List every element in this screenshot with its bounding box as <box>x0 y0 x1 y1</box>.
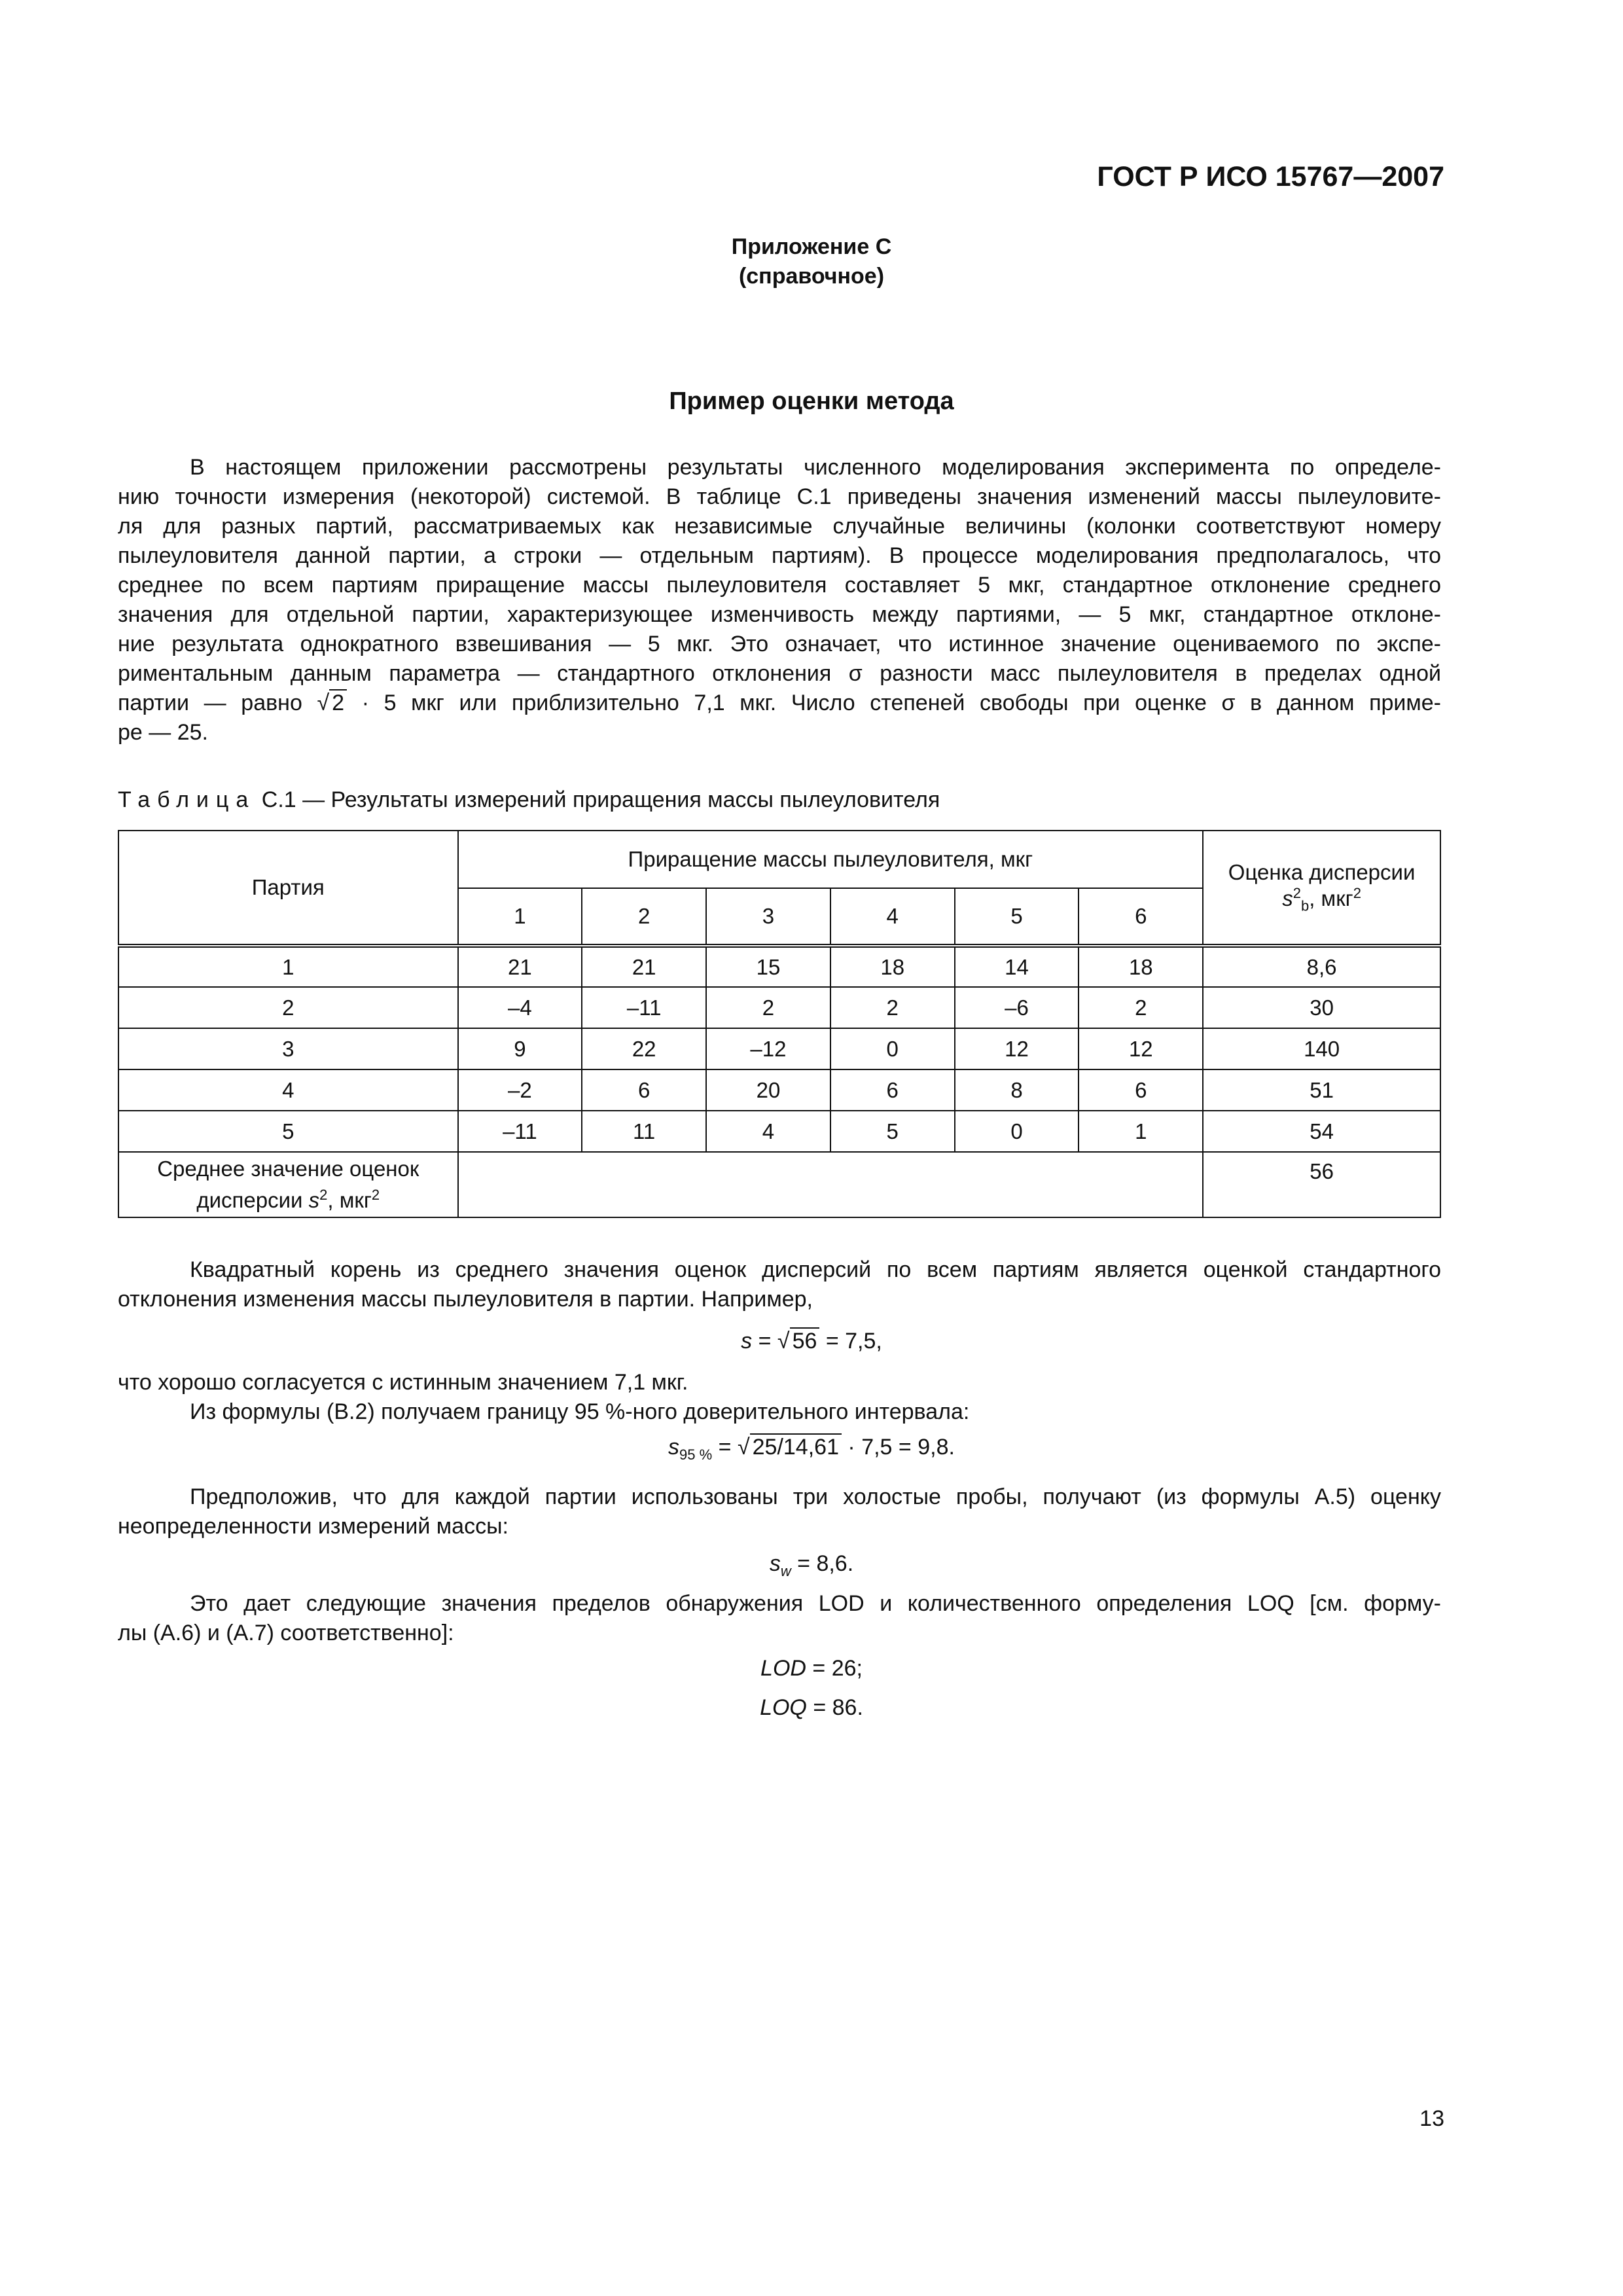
column-header: 1 <box>458 888 582 946</box>
value-cell: 0 <box>830 1028 955 1069</box>
paragraph-line: неопределенности измерений массы: <box>118 1514 508 1539</box>
batch-cell: 3 <box>118 1028 458 1069</box>
unit: , мкг <box>327 1188 372 1212</box>
value-cell: 0 <box>955 1111 1079 1152</box>
value-cell: 4 <box>706 1111 830 1152</box>
results-table <box>118 830 1441 1218</box>
table-caption <box>118 787 940 813</box>
formula-result: = 86. <box>806 1695 863 1720</box>
formula-s95: $s_{95 \%}$ = √ 25/14,61 · 7,5 = 9,8. <box>668 1435 955 1463</box>
formula-lod <box>0 1656 1623 1681</box>
value-cell: 1 <box>1079 1111 1203 1152</box>
page-number: 13 <box>1419 2106 1444 2131</box>
intro-line: ние результата однократного взвешивания — 5 мкг. Это означает, что истинное значение оцениваемого по экспе- <box>118 632 1441 656</box>
variance-cell: 54 <box>1203 1111 1440 1152</box>
agree-line <box>118 1368 1441 1427</box>
paragraph-line: Квадратный корень из среднего значения оценок дисперсий по всем партиям является оценкой стандартного <box>190 1257 1441 1282</box>
value-cell: 9 <box>458 1028 582 1069</box>
intro-line-root: партии — равно √ 2 · 5 мкг или приблизительно 7,1 мкг. Число степеней свободы при оценке σ в данном приме- <box>118 691 1441 715</box>
value-cell: 11 <box>582 1111 706 1152</box>
symbol-lod: LOD <box>760 1656 806 1681</box>
section-title: Пример оценки метода <box>669 387 954 415</box>
value-cell: –4 <box>458 987 582 1028</box>
paragraph-line: Из формулы (В.2) получаем границу 95 %-ного доверительного интервала: <box>190 1399 970 1424</box>
value-cell: 15 <box>706 946 830 987</box>
intro-line: среднее по всем партиям приращение массы пылеуловителя составляет 5 мкг, стандартное отклонение среднего <box>118 573 1441 598</box>
variance-cell: 51 <box>1203 1069 1440 1111</box>
intro-paragraph <box>118 453 1441 747</box>
value-cell: 18 <box>830 946 955 987</box>
paragraph-lod <box>118 1589 1441 1648</box>
paragraph-line: Это дает следующие значения пределов обнаружения LOD и количественного определения LOQ [см. форму- <box>190 1591 1441 1616</box>
intro-line: риментальным данным параметра — стандартного отклонения σ разности масс пылеуловителя в пределах одной <box>118 661 1441 686</box>
formula-result: · 7,5 = 9,8. <box>841 1435 955 1460</box>
sqrt-operand: 56 <box>790 1327 820 1354</box>
subscript: 95 % <box>679 1446 713 1463</box>
formula-result: = 26; <box>806 1656 863 1681</box>
value-cell: 8 <box>955 1069 1079 1111</box>
batch-cell: 5 <box>118 1111 458 1152</box>
equals: = <box>712 1435 738 1460</box>
table-row <box>118 1111 1440 1152</box>
intro-line: В настоящем приложении рассмотрены результаты численного моделирования эксперимента по определе- <box>190 455 1441 480</box>
formula-loq <box>0 1695 1623 1721</box>
value-cell: 2 <box>1079 987 1203 1028</box>
value-cell: 12 <box>955 1028 1079 1069</box>
symbol-s: s <box>769 1551 781 1576</box>
superscript: 2 <box>371 1187 380 1203</box>
intro-line: ре — 25. <box>118 720 208 745</box>
intro-line: значения для отдельной партии, характеризующее изменчивость между партиями, — 5 мкг, стандартное отклоне- <box>118 602 1441 627</box>
paragraph-blanks <box>118 1482 1441 1541</box>
variance-cell: 140 <box>1203 1028 1440 1069</box>
symbol-s: s <box>668 1435 680 1460</box>
symbol-s: s <box>308 1188 320 1212</box>
batch-cell: 1 <box>118 946 458 987</box>
superscript: 2 <box>1353 885 1361 902</box>
formula-result: = 8,6. <box>791 1551 854 1576</box>
value-cell: 20 <box>706 1069 830 1111</box>
batch-cell: 4 <box>118 1069 458 1111</box>
column-header: 5 <box>955 888 1079 946</box>
symbol-s: s <box>1282 886 1293 911</box>
caption-text: С.1 — Результаты измерений приращения массы пылеуловителя <box>255 787 940 812</box>
value-cell: 18 <box>1079 946 1203 987</box>
value-cell: 12 <box>1079 1028 1203 1069</box>
appendix-type: (справочное) <box>738 264 885 289</box>
column-header: 3 <box>706 888 830 946</box>
superscript: 2 <box>1293 885 1301 902</box>
formula-result: = 7,5, <box>819 1329 882 1354</box>
value-cell: –6 <box>955 987 1079 1028</box>
intro-text: партии — равно <box>118 691 317 715</box>
mean-label-line: Среднее значение оценок <box>157 1157 419 1181</box>
value-cell: –2 <box>458 1069 582 1111</box>
mean-value-cell: 56 <box>1203 1152 1440 1217</box>
variance-cell: 30 <box>1203 987 1440 1028</box>
value-cell: –11 <box>582 987 706 1028</box>
variance-cell: 8,6 <box>1203 946 1440 987</box>
mean-label-cell <box>118 1152 458 1217</box>
sqrt-operand: 2 <box>329 689 347 715</box>
equals: = <box>752 1329 777 1354</box>
value-cell: –11 <box>458 1111 582 1152</box>
table-row <box>118 1028 1440 1069</box>
value-cell: 6 <box>830 1069 955 1111</box>
mean-label-line <box>119 1182 457 1213</box>
batch-header: Партия <box>118 831 458 946</box>
paragraph-root <box>118 1255 1441 1314</box>
column-header: 2 <box>582 888 706 946</box>
value-cell: 5 <box>830 1111 955 1152</box>
caption-prefix: Таблица <box>118 787 256 812</box>
symbol-s: s <box>741 1329 753 1354</box>
superscript: 2 <box>319 1187 328 1203</box>
variance-header-label: Оценка дисперсии <box>1228 860 1416 885</box>
symbol-loq: LOQ <box>760 1695 807 1720</box>
paragraph-line: Предположив, что для каждой партии использованы три холостые пробы, получают (из формулы А.5) оценку <box>190 1484 1441 1509</box>
document-header: ГОСТ Р ИСО 15767—2007 <box>1097 161 1444 192</box>
appendix-label: Приложение С <box>731 234 892 259</box>
table-row-mean <box>118 1152 1440 1217</box>
unit: , мкг <box>1309 886 1353 911</box>
empty-cell <box>458 1152 1204 1217</box>
value-cell: 6 <box>582 1069 706 1111</box>
column-header: 4 <box>830 888 955 946</box>
variance-header-symbol <box>1204 885 1440 915</box>
variance-header <box>1203 831 1440 946</box>
intro-line: пылеуловителя данной партии, а строки — отдельным партиям). В процессе моделирования предполагалось, что <box>118 543 1441 568</box>
value-cell: 2 <box>830 987 955 1028</box>
intro-line: нию точности измерения (некоторой) системой. В таблице С.1 приведены значения изменений массы пылеуловите- <box>118 484 1441 509</box>
table-row <box>118 946 1440 987</box>
column-header: 6 <box>1079 888 1203 946</box>
intro-text: · 5 мкг или приблизительно 7,1 мкг. Число степеней свободы при оценке σ в данном приме- <box>347 691 1441 715</box>
table-row <box>118 987 1440 1028</box>
value-cell: 2 <box>706 987 830 1028</box>
value-cell: 14 <box>955 946 1079 987</box>
value-cell: –12 <box>706 1028 830 1069</box>
value-cell: 6 <box>1079 1069 1203 1111</box>
sqrt-operand: 25/14,61 <box>750 1433 842 1460</box>
subscript: b <box>1300 897 1310 914</box>
paragraph-line: отклонения изменения массы пылеуловителя в партии. Например, <box>118 1287 813 1312</box>
increment-header: Приращение массы пылеуловителя, мкг <box>458 831 1204 888</box>
formula-s: s = √ 56 = 7,5, <box>741 1329 882 1354</box>
value-cell: 22 <box>582 1028 706 1069</box>
subscript: w <box>780 1562 791 1579</box>
table-row <box>118 1069 1440 1111</box>
value-cell: 21 <box>582 946 706 987</box>
paragraph-line: лы (А.6) и (А.7) соответственно]: <box>118 1621 454 1645</box>
paragraph-line: что хорошо согласуется с истинным значением 7,1 мкг. <box>118 1370 688 1395</box>
batch-cell: 2 <box>118 987 458 1028</box>
value-cell: 21 <box>458 946 582 987</box>
formula-sw <box>0 1551 1623 1580</box>
intro-line: ля для разных партий, рассматриваемых как независимые случайные величины (колонки соответствуют номеру <box>118 514 1441 539</box>
mean-label-text: дисперсии <box>196 1188 309 1212</box>
